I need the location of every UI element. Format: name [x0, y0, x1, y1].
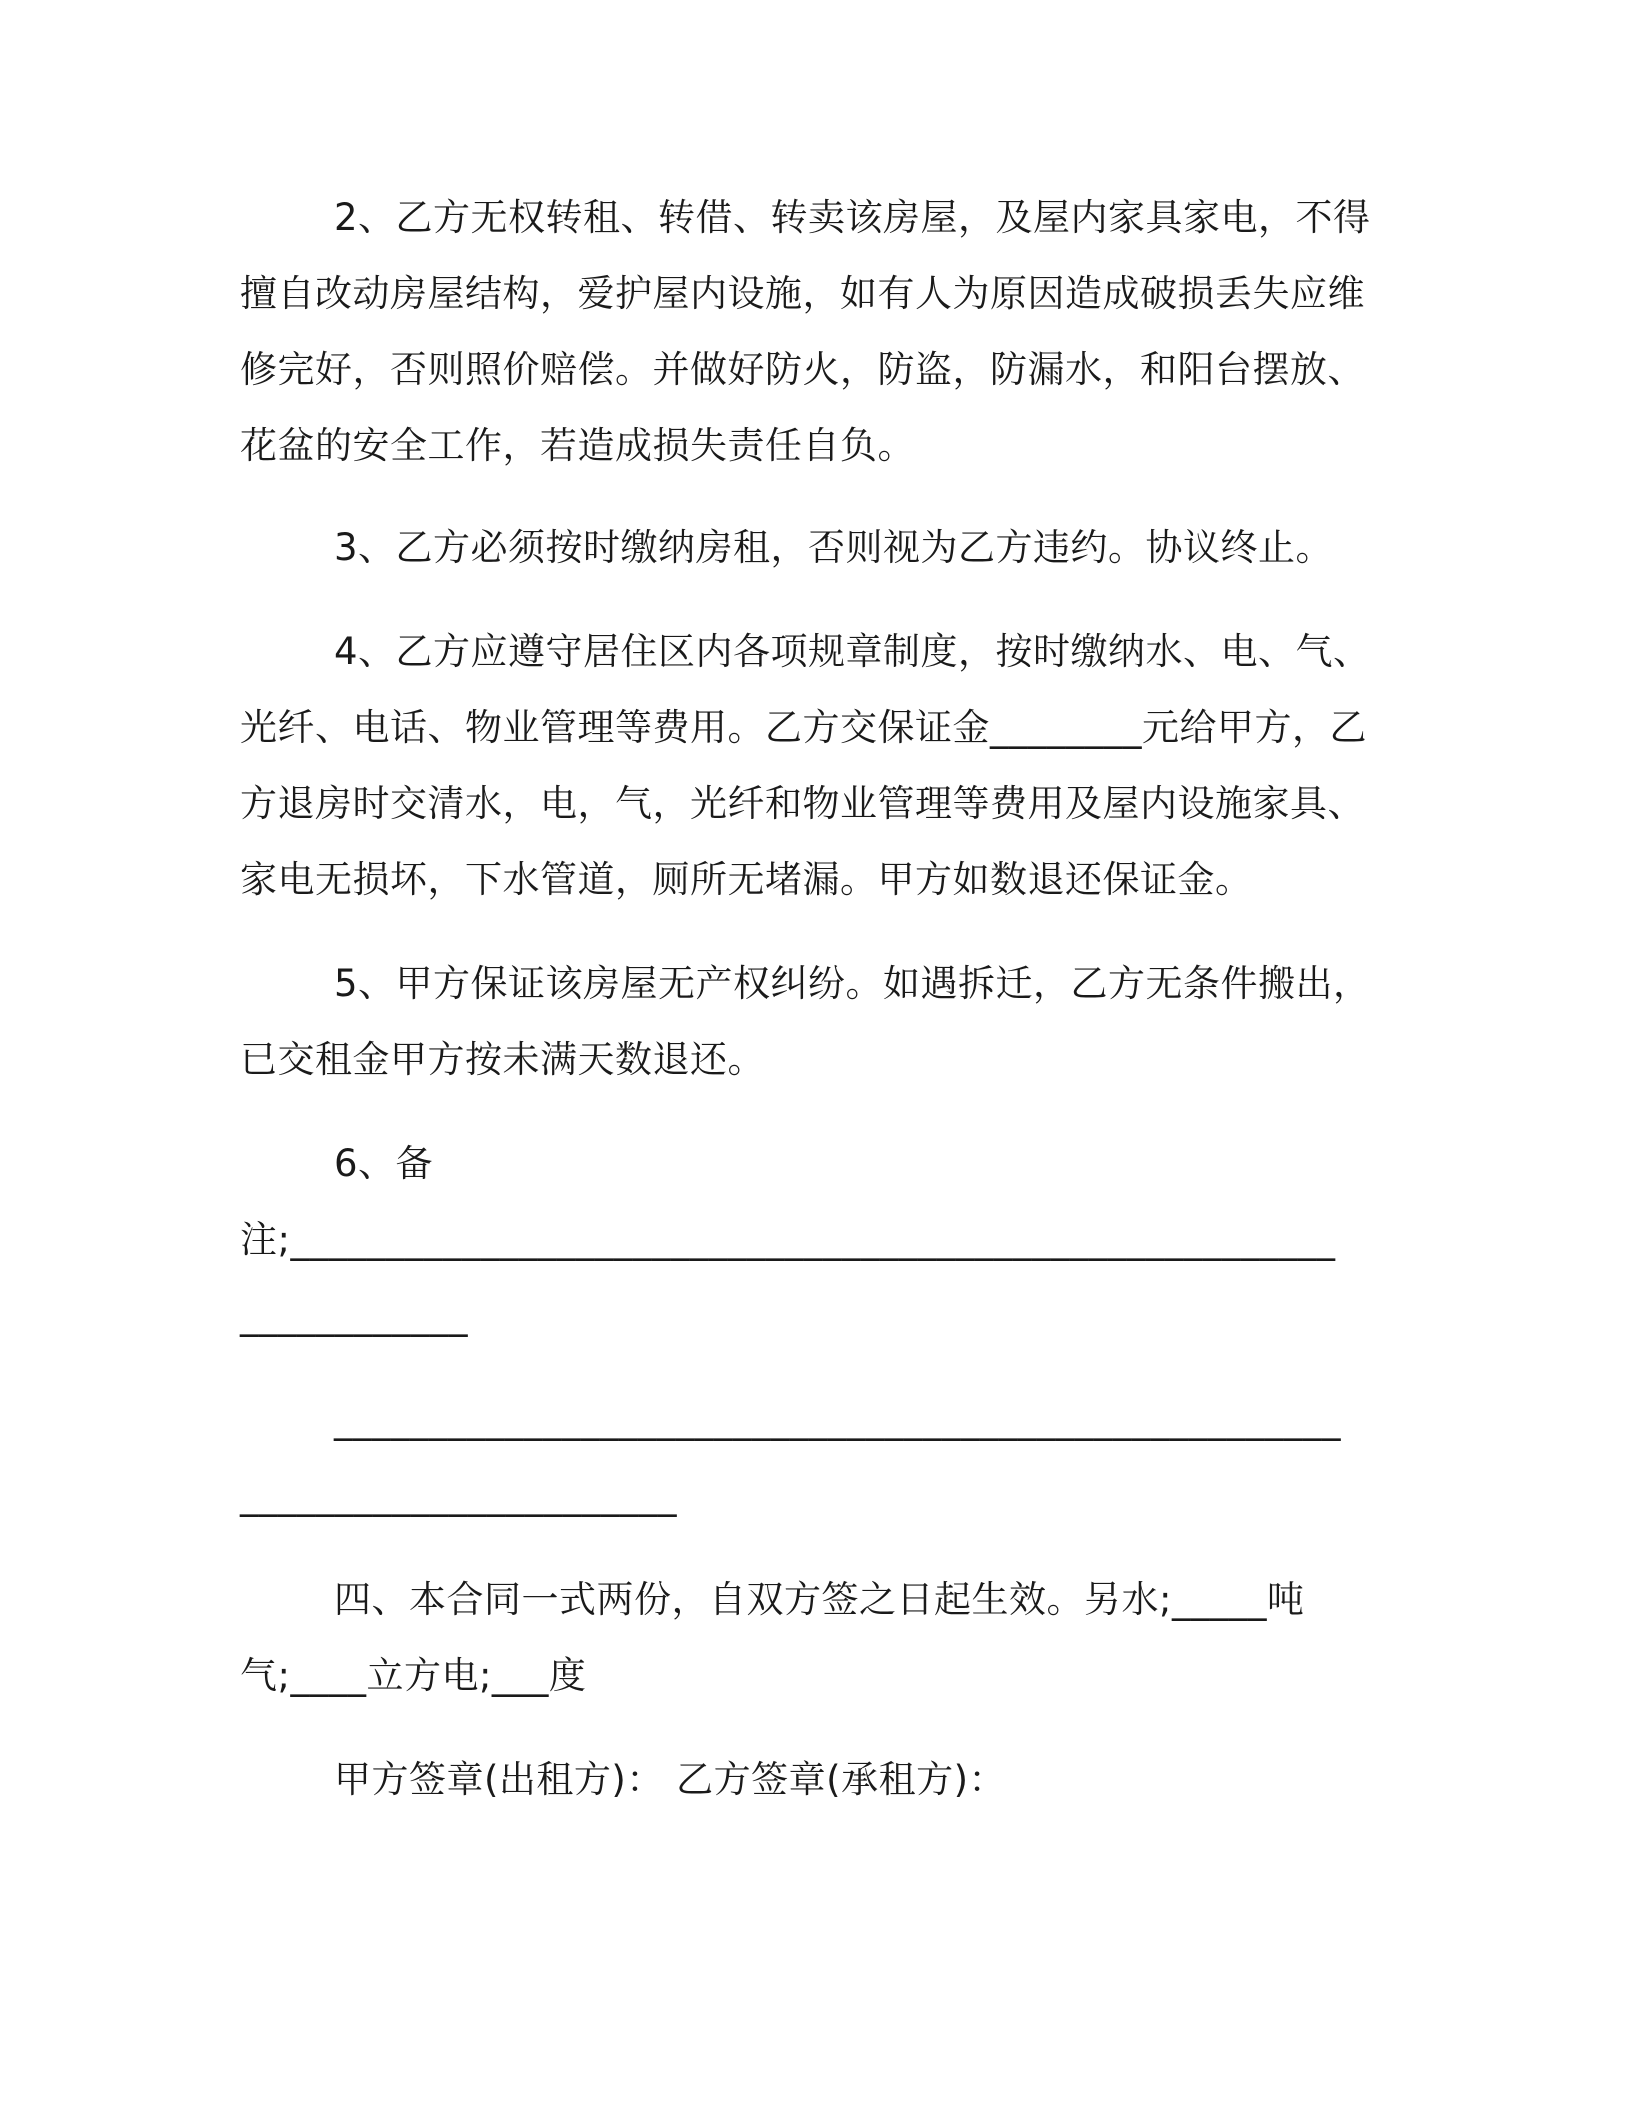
clause-5-line-2: 已交租金甲方按未满天数退还。: [240, 1038, 765, 1081]
blank-line-1: _____________________________________________________: [334, 1398, 1341, 1441]
clause-4-line-1: 4、乙方应遵守居住区内各项规章制度，按时缴纳水、电、气、: [334, 630, 1371, 673]
clause-2-line-2: 擅自改动房屋结构，爱护屋内设施，如有人为原因造成破损丢失应维: [240, 272, 1365, 315]
clause-3-line-1: 3、乙方必须按时缴纳房租，否则视为乙方违约。协议终止。: [334, 526, 1334, 569]
clause-6-line-2: 注;_______________________________________________________: [240, 1218, 1336, 1261]
blank-line-2: _______________________: [240, 1474, 677, 1517]
clause-6-line-1: 6、备: [334, 1142, 434, 1185]
clause-5-line-1: 5、甲方保证该房屋无产权纠纷。如遇拆迁，乙方无条件搬出，: [334, 962, 1371, 1005]
signature-line: 甲方签章(出租方)： 乙方签章(承租方)：: [334, 1758, 1007, 1801]
clause-2-line-1: 2、乙方无权转租、转借、转卖该房屋，及屋内家具家电，不得: [334, 196, 1371, 239]
clause-four-line-1: 四、本合同一式两份，自双方签之日起生效。另水;_____吨: [334, 1578, 1305, 1621]
clause-2-line-3: 修完好，否则照价赔偿。并做好防火，防盗，防漏水，和阳台摆放、: [240, 348, 1365, 391]
clause-2-line-4: 花盆的安全工作，若造成损失责任自负。: [240, 424, 915, 467]
clause-6-line-3: ____________: [240, 1294, 468, 1337]
clause-4-line-3: 方退房时交清水，电，气，光纤和物业管理等费用及屋内设施家具、: [240, 782, 1365, 825]
clause-4-line-4: 家电无损坏，下水管道，厕所无堵漏。甲方如数退还保证金。: [240, 858, 1253, 901]
clause-4-line-2: 光纤、电话、物业管理等费用。乙方交保证金________元给甲方，乙: [240, 706, 1367, 749]
clause-four-line-2: 气;____立方电;___度: [240, 1654, 587, 1697]
